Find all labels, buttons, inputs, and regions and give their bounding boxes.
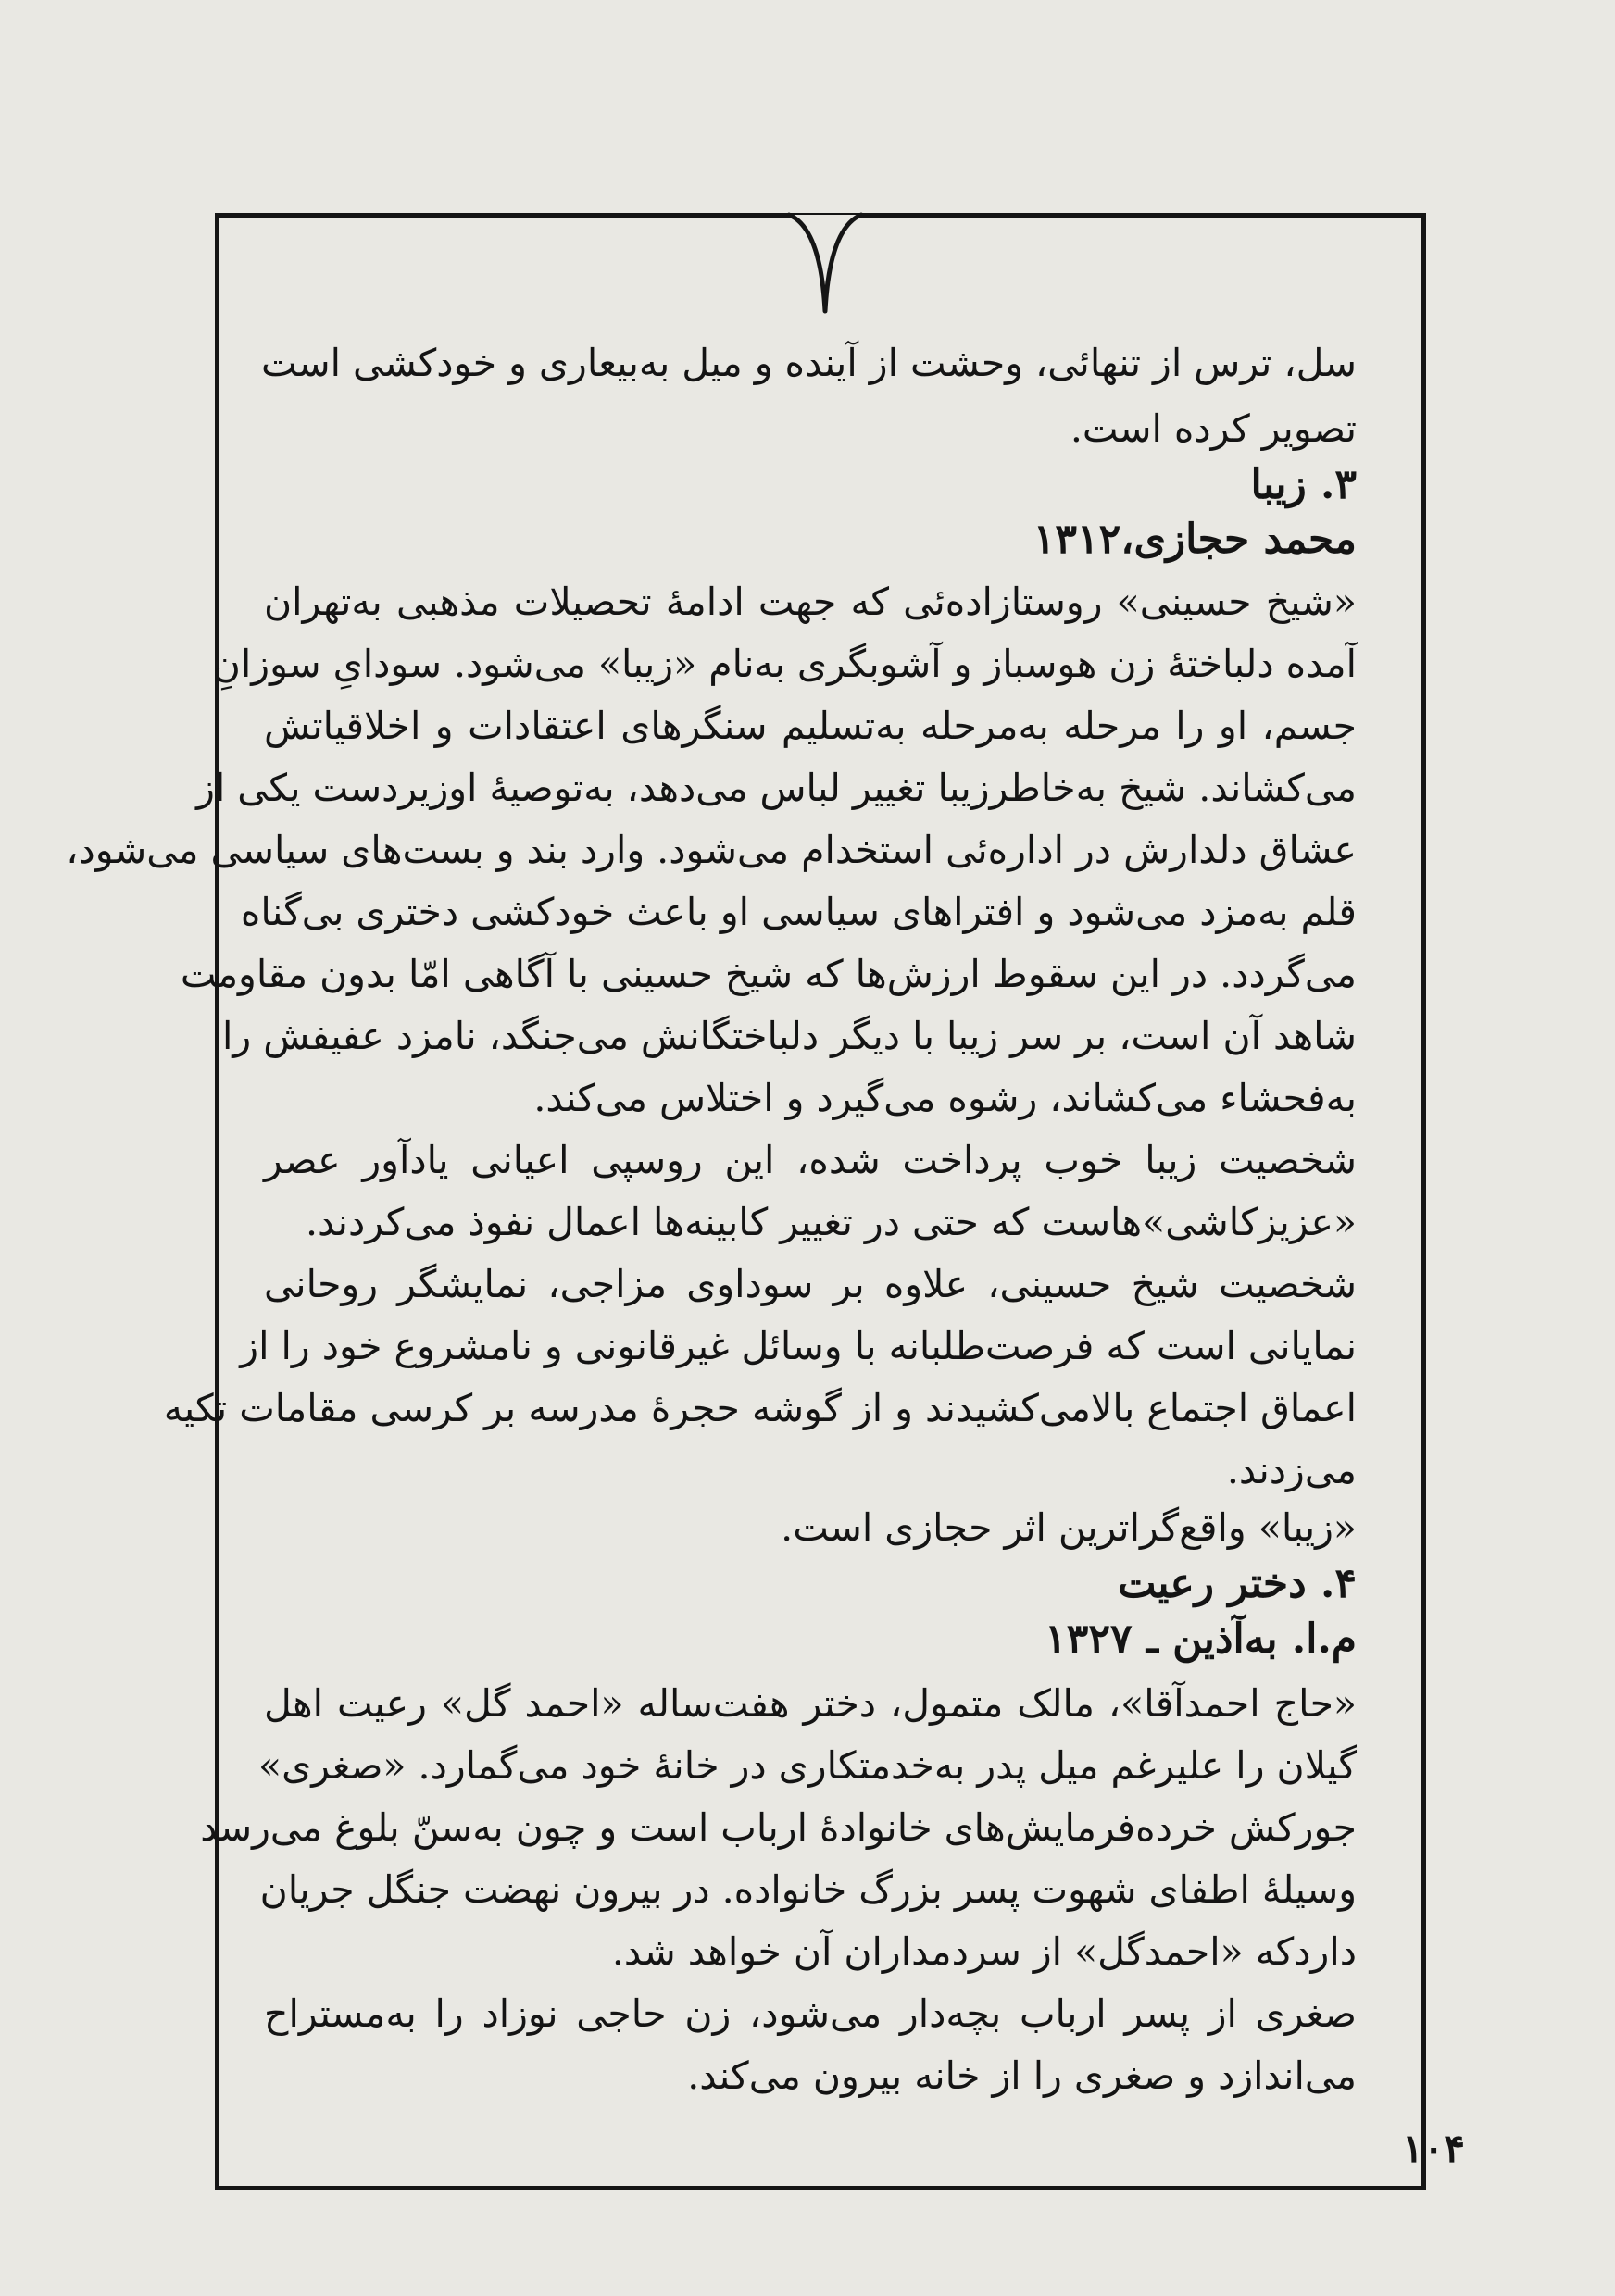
text-line: می‌کشاند. شیخ به‌خاطرزیبا تغییر لباس می‌دهد، به‌توصیهٔ اوزیردست یکی از: [196, 766, 1357, 810]
text-column: [66, 319, 1357, 2185]
author-heading: محمد حجازی،۱۳۱۲: [1033, 516, 1357, 563]
text-line: شخصیت زیبا خوب پرداخت شده، این روسپی اعیانی یادآور عصر: [264, 1138, 1357, 1182]
page-number: ۱۰۴: [1402, 2126, 1465, 2171]
text-line: «حاج احمدآقا»، مالک متمول، دختر هفت‌ساله «احمد گل» رعیت اهل: [264, 1681, 1357, 1726]
section-heading: ۴. دختر رعیت: [1118, 1560, 1357, 1607]
text-line: آمده دلباختهٔ زن هوسباز و آشوبگری به‌نام «زیبا» می‌شود. سودایِ سوزانِ: [212, 642, 1357, 686]
text-line: گیلان را علیرغم میل پدر به‌خدمتکاری در خانهٔ خود می‌گمارد. «صغری»: [258, 1743, 1357, 1788]
text-line: جسم، او را مرحله به‌مرحله به‌تسلیم سنگرهای اعتقادات و اخلاقیاتش: [264, 704, 1357, 748]
text-line: می‌اندازد و صغری را از خانه بیرون می‌کند.: [687, 2053, 1357, 2098]
section-heading: ۳. زیبا: [1250, 461, 1357, 508]
text-line: شاهد آن است، بر سر زیبا با دیگر دلباختگانش می‌جنگد، نامزد عفیفش را: [222, 1014, 1357, 1058]
text-line: سل، ترس از تنهائی، وحشت از آینده و میل به‌بیعاری و خودکشی است: [260, 341, 1357, 385]
text-line: می‌گردد. در این سقوط ارزش‌ها که شیخ حسینی با آگاهی امّا بدون مقاومت: [180, 952, 1357, 996]
text-line: تصویر کرده است.: [1070, 406, 1357, 451]
text-line: داردکه «احمدگل» از سردمداران آن خواهد شد.: [611, 1929, 1357, 1974]
text-line: جورکش خرده‌فرمایش‌های خانوادهٔ ارباب است و چون به‌سنّ بلوغ می‌رسد: [200, 1805, 1357, 1850]
author-heading: م.ا. به‌آذین ـ ۱۳۲۷: [1045, 1616, 1357, 1663]
text-line: اعماق اجتماع بالامی‌کشیدند و از گوشه حجرهٔ مدرسه بر کرسی مقامات تکیه: [163, 1386, 1357, 1430]
text-line: قلم به‌مزد می‌شود و افتراهای سیاسی او باعث خودکشی دختری بی‌گناه: [240, 890, 1357, 934]
text-line: وسیلهٔ اطفای شهوت پسر بزرگ خانواده. در بیرون نهضت جنگل جریان: [259, 1867, 1357, 1912]
text-line: شخصیت شیخ حسینی، علاوه بر سوداوی مزاجی، نمایشگر روحانی: [264, 1262, 1357, 1306]
text-line: صغری از پسر ارباب بچه‌دار می‌شود، زن حاجی نوزاد را به‌مستراح: [264, 1991, 1357, 2036]
text-line: «عزیزکاشی»هاست که حتی در تغییر کابینه‌ها اعمال نفوذ می‌کردند.: [305, 1200, 1357, 1244]
top-border-notch: [787, 204, 863, 315]
text-line: عشاق دلدارش در اداره‌ئی استخدام می‌شود. وارد بند و بست‌های سیاسی می‌شود،: [66, 828, 1357, 872]
text-line: «شیخ حسینی» روستازاده‌ئی که جهت ادامهٔ تحصیلات مذهبی به‌تهران: [264, 580, 1357, 624]
text-line: به‌فحشاء می‌کشاند، رشوه می‌گیرد و اختلاس می‌کند.: [533, 1076, 1357, 1120]
text-line: «زیبا» واقع‌گراترین اثر حجازی است.: [781, 1505, 1357, 1550]
text-line: می‌زدند.: [1226, 1448, 1357, 1492]
text-line: نمایانی است که فرصت‌طلبانه با وسائل غیرقانونی و نامشروع خود را از: [240, 1324, 1357, 1368]
